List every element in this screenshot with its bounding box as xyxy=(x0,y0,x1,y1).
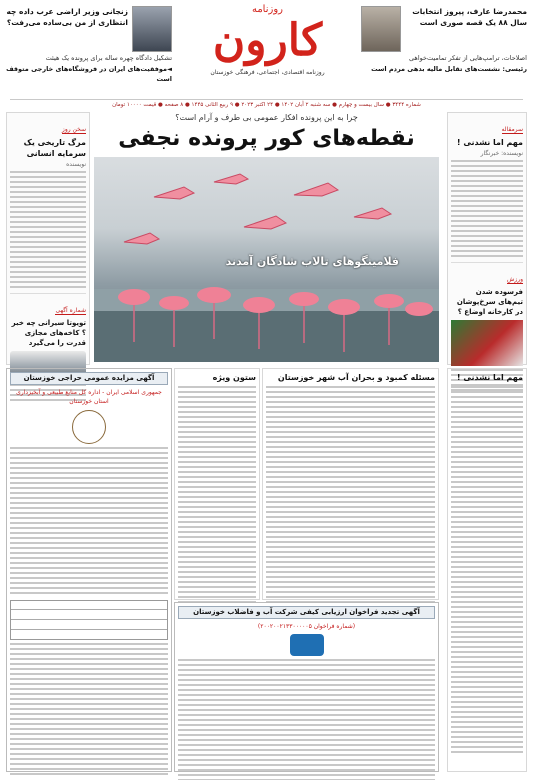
sports-photo xyxy=(451,320,523,366)
dateline: شماره ۳۴۴۴ ● سال بیست و چهارم ● سه شنبه ۲ آبان ۱۴۰۲ ● ۲۴ اکتبر ۲۰۲۳ ● ۹ ربیع الثانی ۱۴۴۵ ● ۸ صفحه ● قیمت ۱۰۰۰۰ تومان xyxy=(10,99,523,109)
article-body xyxy=(10,171,86,288)
person-photo xyxy=(361,6,401,52)
headline-left-4[interactable]: ◄موفقیت‌های ایران در فروشگاه‌های خارجی متوقف است xyxy=(6,65,172,83)
water-company-logo-icon xyxy=(290,634,324,656)
headline-right-1[interactable]: محمدرضا عارف، پیروز انتخابات xyxy=(412,7,527,16)
ad-table xyxy=(10,600,168,640)
ad-body xyxy=(10,643,168,775)
ad-water-subtitle: (شماره فراخوان ۲۰۰۲۰۰۲۱۳۳۰۰۰۰۰۵) xyxy=(257,623,356,630)
section-label: شماره‌ آگهی xyxy=(55,307,86,314)
emblem-icon xyxy=(72,410,106,444)
masthead xyxy=(0,0,533,108)
column-left-title[interactable]: مرگ تاریخی یک سرمایه انسانی xyxy=(23,138,86,158)
ad-body xyxy=(178,659,435,780)
column-left-author: نویسنده xyxy=(66,161,86,168)
flamingo-photo xyxy=(94,157,439,362)
lead-headline[interactable]: نقطه‌های کور پرونده نجفی xyxy=(118,126,415,151)
lower-right-title[interactable]: مهم‌ اما نشدنی ! xyxy=(456,373,523,382)
newspaper-logo xyxy=(180,4,355,82)
article-body xyxy=(266,386,435,603)
lower-mid2-title[interactable]: ستون ویژه xyxy=(212,373,256,382)
column-right-author: نویسنده: خبرنگار xyxy=(480,150,523,157)
lower-right-column xyxy=(447,368,527,772)
lead-story xyxy=(94,112,439,365)
brand-name: کارون xyxy=(212,15,323,66)
article-body xyxy=(178,386,256,603)
ad-tender-subtitle: جمهوری اسلامی ایران - اداره کل منابع طبیعی و آبخیزداری استان خوزستان xyxy=(16,389,162,405)
person-photo xyxy=(132,6,172,52)
headline-right-text xyxy=(405,6,527,28)
sports-title[interactable]: فرسوده‌ شدن تیم‌های سرخ‌پوشان در کارخانه اوضاع ؟ xyxy=(456,288,523,316)
headline-right-3[interactable]: اصلاحات، ترامپ‌هایی از تفکر تمامیت‌خواهی xyxy=(408,54,527,62)
lead-kicker: چرا به این پرونده افکار عمومی بی طرف و آرام است؟ xyxy=(175,113,358,122)
lower-mid2-column xyxy=(174,368,260,600)
headline-right-4[interactable]: رئیسی: نشست‌های تقابل مالیه بدهی مردم است xyxy=(371,65,527,73)
headline-left-3[interactable]: تشکیل دادگاه چهره ساله برای پرونده یک هیئت xyxy=(45,54,172,62)
ad-body xyxy=(10,447,168,594)
article-body xyxy=(451,386,523,753)
article-body xyxy=(451,160,523,257)
ad-tender-title[interactable]: آگهی مزایده عمومی حراجی خوزستان xyxy=(10,372,168,385)
headline-left-1[interactable]: زنجانی وزیر اراضی عرب داده چه xyxy=(6,7,128,16)
column-right xyxy=(447,112,527,365)
ad-water-title[interactable]: آگهی تجدید فراخوان ارزیابی کیفی شرکت آب و فاضلاب خوزستان xyxy=(178,606,435,619)
headline-left-text xyxy=(6,6,128,28)
section-label: سخن روز xyxy=(61,126,86,133)
brand-tagline: روزنامه اقتصادی، اجتماعی، فرهنگی خوزستان xyxy=(210,69,325,76)
column-right-title[interactable]: مهم‌ اما نشدنی ! xyxy=(456,138,523,147)
headlines-right xyxy=(361,6,527,74)
section-label: سرمقاله xyxy=(501,126,523,133)
ad-tender-notice xyxy=(6,368,172,772)
section-label: ورزش xyxy=(506,276,523,283)
headline-left-2[interactable]: انتظاری از من بی‌ساده می‌رفت؟ xyxy=(6,18,128,27)
headline-right-2[interactable]: سال ۸۸ یک قصه صوری است xyxy=(419,18,527,27)
brand-subtitle: روزنامه xyxy=(251,4,284,15)
photo-caption: فلامینگوهای تالاب شادگان آمدند xyxy=(225,255,399,268)
car-title[interactable]: تویوتا سیرانی چه خبر ؟ کاخه‌های مجازی قدرت را می‌گیرد xyxy=(11,319,86,347)
lower-mid-column xyxy=(262,368,439,600)
lower-mid-title[interactable]: مسئله‌ کمبود و بحران آب شهر خوزستان xyxy=(277,373,435,382)
ad-water-notice xyxy=(174,602,439,772)
headlines-left xyxy=(6,6,172,84)
column-left xyxy=(6,112,90,365)
